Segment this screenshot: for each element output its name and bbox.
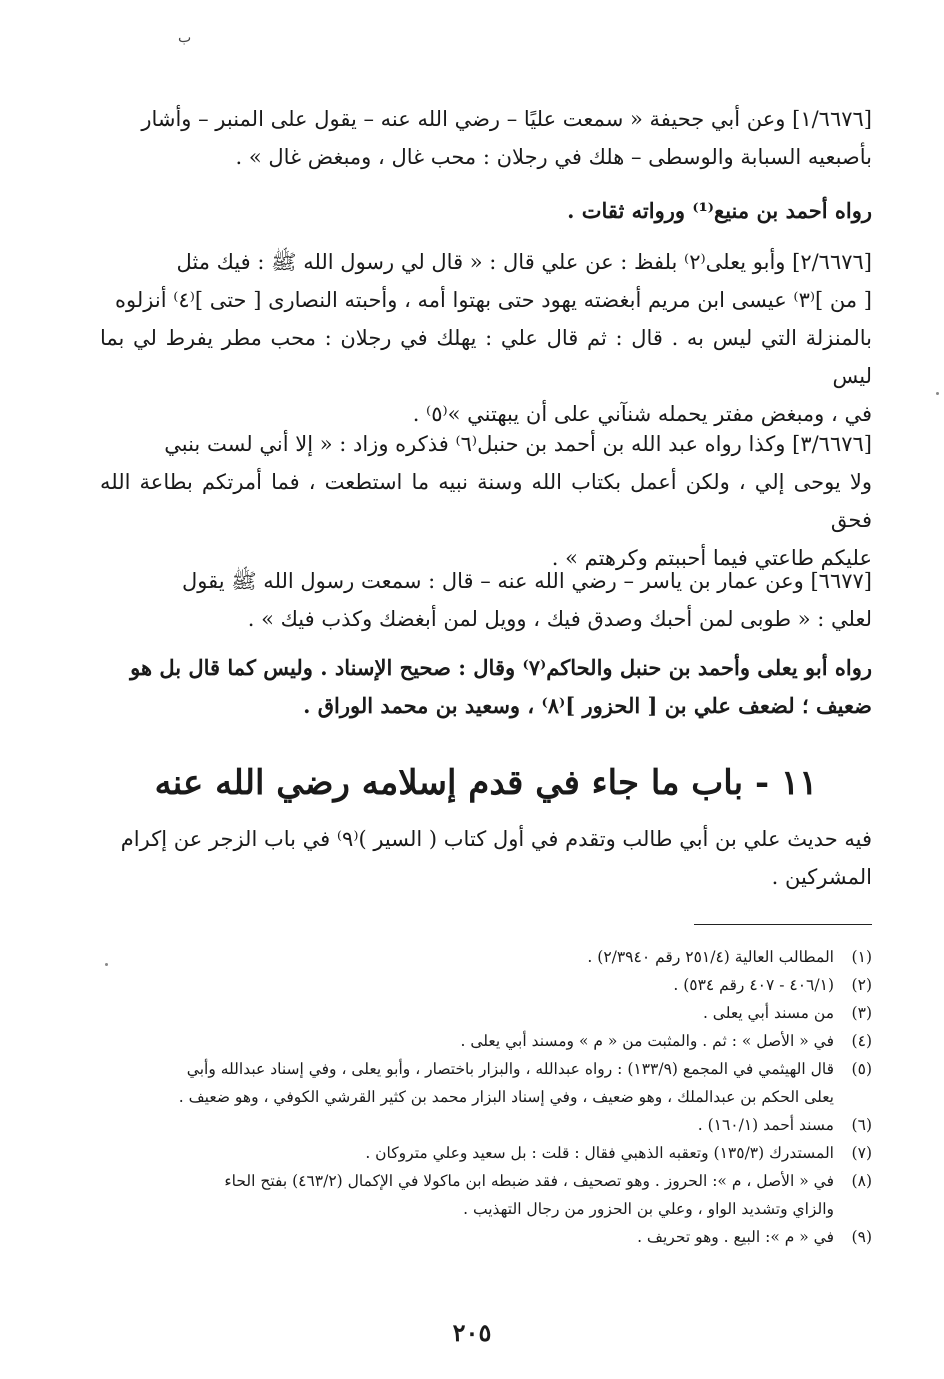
hadith-6676-3 bbox=[100, 425, 872, 577]
footnote-number: (٧) bbox=[851, 1144, 872, 1162]
footnote-number: (٣) bbox=[851, 1004, 872, 1022]
footnote-number: (٨) bbox=[851, 1172, 872, 1190]
footnote-text: (٤٠٦/١ - ٤٠٧ رقم ٥٣٤) . bbox=[673, 976, 834, 994]
line: بالمنزلة التي ليس به . قال : ثم قال علي : يهلك في رجلان : محب مطر يفرط لي بما ليس bbox=[100, 326, 872, 388]
line: [٦٦٧٧] وعن عمار بن ياسر – رضي الله عنه – قال : سمعت رسول الله ﷺ يقول bbox=[182, 569, 872, 593]
hadith-6677 bbox=[100, 562, 872, 638]
footnote-number: (٤) bbox=[851, 1032, 872, 1050]
footnote-number: (١) bbox=[851, 948, 872, 966]
footnote bbox=[100, 1223, 872, 1251]
footnote bbox=[100, 1139, 872, 1167]
section-heading: ١١ - باب ما جاء في قدم إسلامه رضي الله عنه bbox=[154, 763, 818, 803]
footnote bbox=[100, 943, 872, 971]
footnote-number: (٢) bbox=[851, 976, 872, 994]
line: المشركين . bbox=[771, 865, 872, 889]
footnote-text: والزاي وتشديد الواو ، وعلي بن الحزور من رجال التهذيب . bbox=[463, 1200, 834, 1218]
narration-note-1 bbox=[100, 192, 872, 230]
footnote bbox=[100, 1055, 872, 1111]
footnote-separator bbox=[694, 924, 872, 925]
footnote-text: يعلى الحكم بن عبدالملك ، وهو ضعيف ، وفي إسناد البزار محمد بن كثير القرشي الكوفي ، وهو ضعيف . bbox=[178, 1088, 834, 1106]
footnote-text: قال الهيثمي في المجمع (١٣٣/٩) : رواه عبدالله ، والبزار باختصار ، وأبو يعلى ، وفي إسناد عبدالله وأبي bbox=[186, 1060, 834, 1078]
footnote-text: المطالب العالية (٢٥١/٤ رقم ٢/٣٩٤٠) . bbox=[587, 948, 834, 966]
line: [٢/٦٦٧٦] وأبو يعلى⁽٢⁾ بلفظ : عن علي قال : « قال لي رسول الله ﷺ : فيك مثل bbox=[176, 250, 872, 274]
footnote-text: في « الأصل ، م »: الحروز . وهو تصحيف ، فقد ضبطه ابن ماكولا في الإكمال (٤٦٣/٢) بفتح الحاء bbox=[224, 1172, 834, 1190]
narration-note-6677 bbox=[100, 649, 872, 725]
line: فيه حديث علي بن أبي طالب وتقدم في أول كتاب ( السير )⁽٩⁾ في باب الزجر عن إكرام bbox=[120, 827, 872, 851]
line: ضعيف ؛ لضعف علي بن [ الحزور ]⁽٨⁾ ، وسعيد بن محمد الوراق . bbox=[303, 693, 872, 718]
line: بأصبعيه السبابة والوسطى – هلك في رجلان : محب غال ، ومبغض غال » . bbox=[235, 145, 872, 169]
line: رواه أحمد بن منيع⁽¹⁾ ورواته ثقات . bbox=[567, 198, 872, 223]
line: في ، ومبغض مفتر يحمله شنآني على أن يبهتني »⁽٥⁾ . bbox=[412, 402, 872, 426]
line: [٣/٦٦٧٦] وكذا رواه عبد الله بن أحمد بن حنبل⁽٦⁾ فذكره وزاد : « إلا أني لست بنبي bbox=[164, 432, 872, 456]
footnote-text: في « الأصل » : ثم . والمثبت من « م » ومسند أبي يعلى . bbox=[460, 1032, 834, 1050]
footnote bbox=[100, 971, 872, 999]
footnote bbox=[100, 1167, 872, 1223]
section-paragraph bbox=[100, 820, 872, 896]
footnote-number: (٥) bbox=[851, 1060, 872, 1078]
footnote-text: المستدرك (١٣٥/٣) وتعقبه الذهبي فقال : قلت : بل سعيد وعلي متروكان . bbox=[365, 1144, 834, 1162]
top-mark: ب bbox=[178, 30, 192, 46]
footnote-text: من مسند أبي يعلى . bbox=[702, 1004, 834, 1022]
footnote bbox=[100, 1027, 872, 1055]
footnotes bbox=[100, 943, 872, 1251]
line: عليكم طاعتي فيما أحببتم وكرهتم » . bbox=[551, 546, 872, 570]
footnote bbox=[100, 999, 872, 1027]
footnote-number: (٩) bbox=[851, 1228, 872, 1246]
footnote-text: مسند أحمد (١٦٠/١) . bbox=[697, 1116, 834, 1134]
footnote bbox=[100, 1111, 872, 1139]
hadith-6676-2 bbox=[100, 243, 872, 433]
line: [١/٦٦٧٦] وعن أبي جحيفة « سمعت عليًا – رضي الله عنه – يقول على المنبر – وأشار bbox=[141, 107, 872, 131]
line: [ من ]⁽٣⁾ عيسى ابن مريم أبغضته يهود حتى بهتوا أمه ، وأحبته النصارى [ حتى ]⁽٤⁾ أنزلوه bbox=[115, 288, 872, 312]
line: رواه أبو يعلى وأحمد بن حنبل والحاكم⁽٧⁾ وقال : صحيح الإسناد . وليس كما قال بل هو bbox=[130, 655, 872, 680]
line: ولا يوحى إلي ، ولكن أعمل بكتاب الله وسنة نبيه ما استطعت ، فما أمرتكم بطاعة الله فحق bbox=[100, 470, 872, 532]
line: لعلي : « طوبى لمن أحبك وصدق فيك ، وويل لمن أبغضك وكذب فيك » . bbox=[247, 607, 872, 631]
margin-dot bbox=[936, 392, 939, 395]
hadith-6676-1 bbox=[100, 100, 872, 176]
footnote-text: في « م »: البيع . وهو تحريف . bbox=[637, 1228, 834, 1246]
footnote-number: (٦) bbox=[851, 1116, 872, 1134]
page-number: ٢٠٥ bbox=[452, 1318, 492, 1347]
